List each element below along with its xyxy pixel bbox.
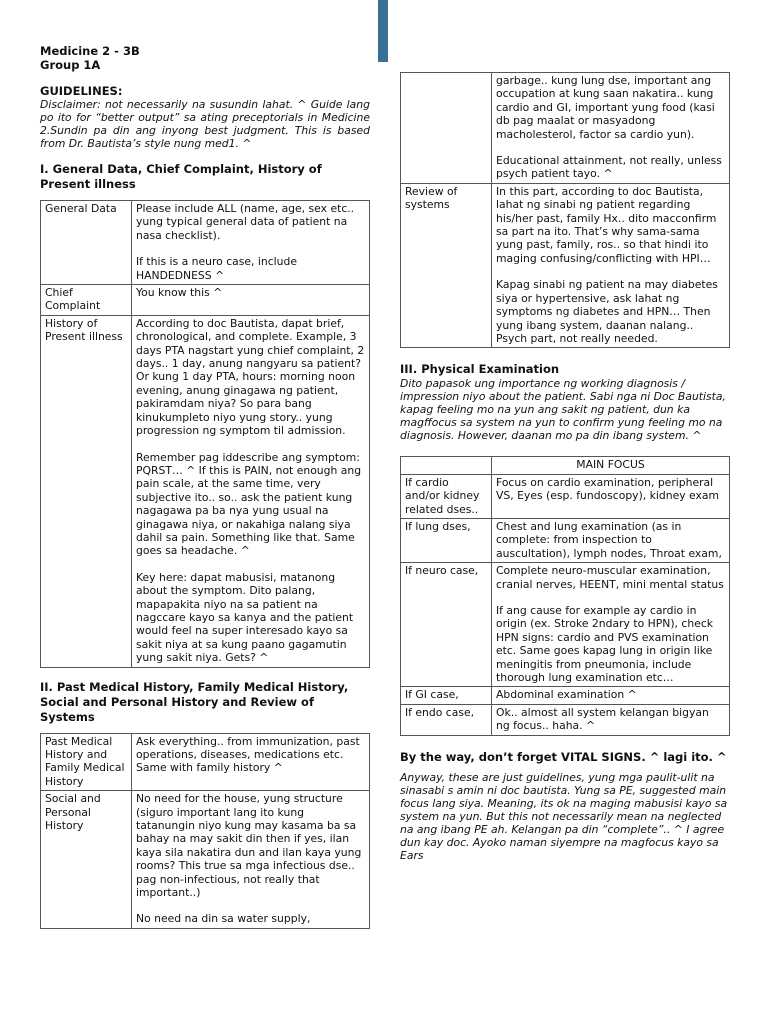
right-column xyxy=(400,72,730,862)
row-label: General Data xyxy=(41,201,132,285)
cell-paragraph: Key here: dapat mabusisi, matanong about the symptom. Dito palang, mapapakita niyo na sa patient na nagccare kayo sa kanya and the patient would feel na super interesado kayo sa sakit niya at sa kung paano gagamutin yung sakit niya. Gets? ^ xyxy=(136,570,354,665)
row-label: If GI case, xyxy=(401,687,492,704)
table-row xyxy=(41,201,370,285)
table-row xyxy=(401,563,730,687)
section3-intro: Dito papasok ung importance ng working diagnosis / impression niyo about the patient. Sabi nga ni Doc Bautista, kapag feeling mo na yun ang sakit ng patient, dun ka magffocus sa system na yun to confirm yung feeling mo na diagnosis. However, daanan mo pa din ibang system. ^ xyxy=(400,377,726,443)
cell-paragraph: Ask everything.. from immunization, past operations, diseases, medications etc. Same with family history ^ xyxy=(136,734,360,775)
row-label: If cardio and/or kidney related dses.. xyxy=(401,474,492,518)
table-header-row xyxy=(401,457,730,474)
table-row xyxy=(401,518,730,562)
row-label: Review of systems xyxy=(401,183,492,347)
cell-paragraph: Educational attainment, not really, unless psych patient tayo. ^ xyxy=(496,154,722,181)
row-label: If lung dses, xyxy=(401,518,492,562)
cell-paragraph: garbage.. kung lung dse, important ang occupation at kung saan nakatira.. kung cardio and GI, important yung food (kasi db pag maalat or masyadong macholesterol, factor sa cardio yun). xyxy=(496,74,715,141)
cell-paragraph: Complete neuro-muscular examination, cranial nerves, HEENT, mini mental status xyxy=(496,564,724,591)
section1-heading: I. General Data, Chief Complaint, History of Present illness xyxy=(40,162,322,191)
section3-heading: III. Physical Examination xyxy=(400,362,560,377)
group-title: Group 1A xyxy=(40,58,101,72)
row-content xyxy=(132,315,370,667)
row-content xyxy=(492,183,730,347)
table-row xyxy=(41,315,370,667)
guidelines-heading: GUIDELINES: xyxy=(40,84,123,98)
cell-paragraph: Remember pag iddescribe ang symptom: PQRST… ^ If this is PAIN, not enough ang pain scale, at the same time, very subjective ito.. so.. ask the patient kung nagagawa pa ba nya yung usual na ginagawa niya, or nakahiga nalang siya dahil sa pain. Something like that. Same goes sa headache. ^ xyxy=(136,450,362,558)
row-label: History of Present illness xyxy=(41,315,132,667)
cell-paragraph: You know this ^ xyxy=(136,286,223,300)
cell-paragraph: Kapag sinabi ng patient na may diabetes siya or hypertensive, ask lahat ng symptoms ng diabetes and HPN… Then yung ibang system, daanan nalang.. Psych part, not really needed. xyxy=(496,278,718,345)
row-label: If neuro case, xyxy=(401,563,492,687)
section1-table xyxy=(40,200,370,668)
row-label: If endo case, xyxy=(401,704,492,735)
row-content: Focus on cardio examination, peripheral VS, Eyes (esp. fundoscopy), kidney exam xyxy=(492,474,730,518)
cell-paragraph: According to doc Bautista, dapat brief, chronological, and complete. Example, 3 days PTA nagstart yung chief complaint, 2 days.. 1 day, anung nangyaru sa patient? Or kung 1 day PTA, hours: morning noon evening, anung ginagawa ng patient, pakiramdam niya? So para bang kinukumpleto niyo yung story.. yung progression ng symptom til admission. xyxy=(136,316,365,438)
section2-heading: II. Past Medical History, Family Medical History, Social and Personal History and Review of Systems xyxy=(40,679,349,724)
table-row xyxy=(401,474,730,518)
cell-paragraph: In this part, according to doc Bautista, lahat ng sinabi ng patient regarding his/her past, family Hx.. dito macconfirm sa part na ito. That’s why sama-sama yung past, family, ros.. so that hindi ito maging confusing/conflicting with HPI… xyxy=(496,184,717,265)
cell-paragraph: If this is a neuro case, include HANDEDNESS ^ xyxy=(136,255,298,282)
table-row xyxy=(401,73,730,184)
row-content xyxy=(132,201,370,285)
row-content: Abdominal examination ^ xyxy=(492,687,730,704)
row-content xyxy=(132,733,370,791)
row-content: Ok.. almost all system kelangan bigyan ng focus.. haha. ^ xyxy=(492,704,730,735)
table-row xyxy=(41,285,370,316)
table-row xyxy=(41,733,370,791)
closing-note: Anyway, these are just guidelines, yung mga paulit-ulit na sinasabi s amin ni doc bautista. Yung sa PE, suggested main focus lang siya. Meaning, its ok na maging mabusisi kayo sa system na yun. But this not necessarily mean na neglected na ang ibang PE ah. Kelangan pa din “complete”.. ^ I agree dun kay doc. Ayoko naman siyempre na magfocus kayo sa Ears xyxy=(400,770,728,862)
top-accent-bar xyxy=(378,0,388,62)
course-title: Medicine 2 - 3B xyxy=(40,44,140,58)
header-empty-cell xyxy=(401,457,492,474)
continued-table xyxy=(400,72,730,348)
table-row xyxy=(401,704,730,735)
cell-paragraph: No need na din sa water supply, xyxy=(136,912,311,926)
row-label: Past Medical History and Family Medical History xyxy=(41,733,132,791)
main-focus-header: MAIN FOCUS xyxy=(492,457,730,474)
section2-table xyxy=(40,733,370,929)
cell-paragraph: Please include ALL (name, age, sex etc.. yung typical general data of patient na nasa checklist). xyxy=(136,202,355,242)
left-column xyxy=(40,44,370,929)
disclaimer-text: Disclaimer: not necessarily na susundin lahat. ^ Guide lang po ito for “better output” sa ating preceptorials in Medicine 2.Sundin pa din ang inyong best judgment. This is based from Dr. Bautista’s style nung med1. ^ xyxy=(40,98,370,150)
physical-exam-table xyxy=(400,456,730,735)
table-row xyxy=(401,183,730,347)
row-label xyxy=(401,73,492,184)
row-label: Social and Personal History xyxy=(41,791,132,929)
row-content xyxy=(132,791,370,929)
row-content xyxy=(492,563,730,687)
row-content: Chest and lung examination (as in complete: from inspection to auscultation), lymph nodes, Throat exam, xyxy=(492,518,730,562)
row-content xyxy=(132,285,370,316)
table-row xyxy=(401,687,730,704)
row-label: Chief Complaint xyxy=(41,285,132,316)
vital-signs-heading: By the way, don’t forget VITAL SIGNS. ^ lagi ito. ^ xyxy=(400,749,727,764)
table-row xyxy=(41,791,370,929)
row-content xyxy=(492,73,730,184)
cell-paragraph: No need for the house, yung structure (siguro important lang ito kung tatanungin niyo kung may kasama ba sa bahay na may sakit din then if yes, ilan kaya sila nakatira dun and ilan kaya yung rooms? This true sa mga infectious dse.. pag non-infectious, not really that important..) xyxy=(136,792,362,900)
cell-paragraph: If ang cause for example ay cardio in origin (ex. Stroke 2ndary to HPN), check HPN signs: cardio and PVS examination etc. Same goes kapag lung in origin like meningitis from pneumonia, include thorough lung examination etc… xyxy=(496,603,714,684)
